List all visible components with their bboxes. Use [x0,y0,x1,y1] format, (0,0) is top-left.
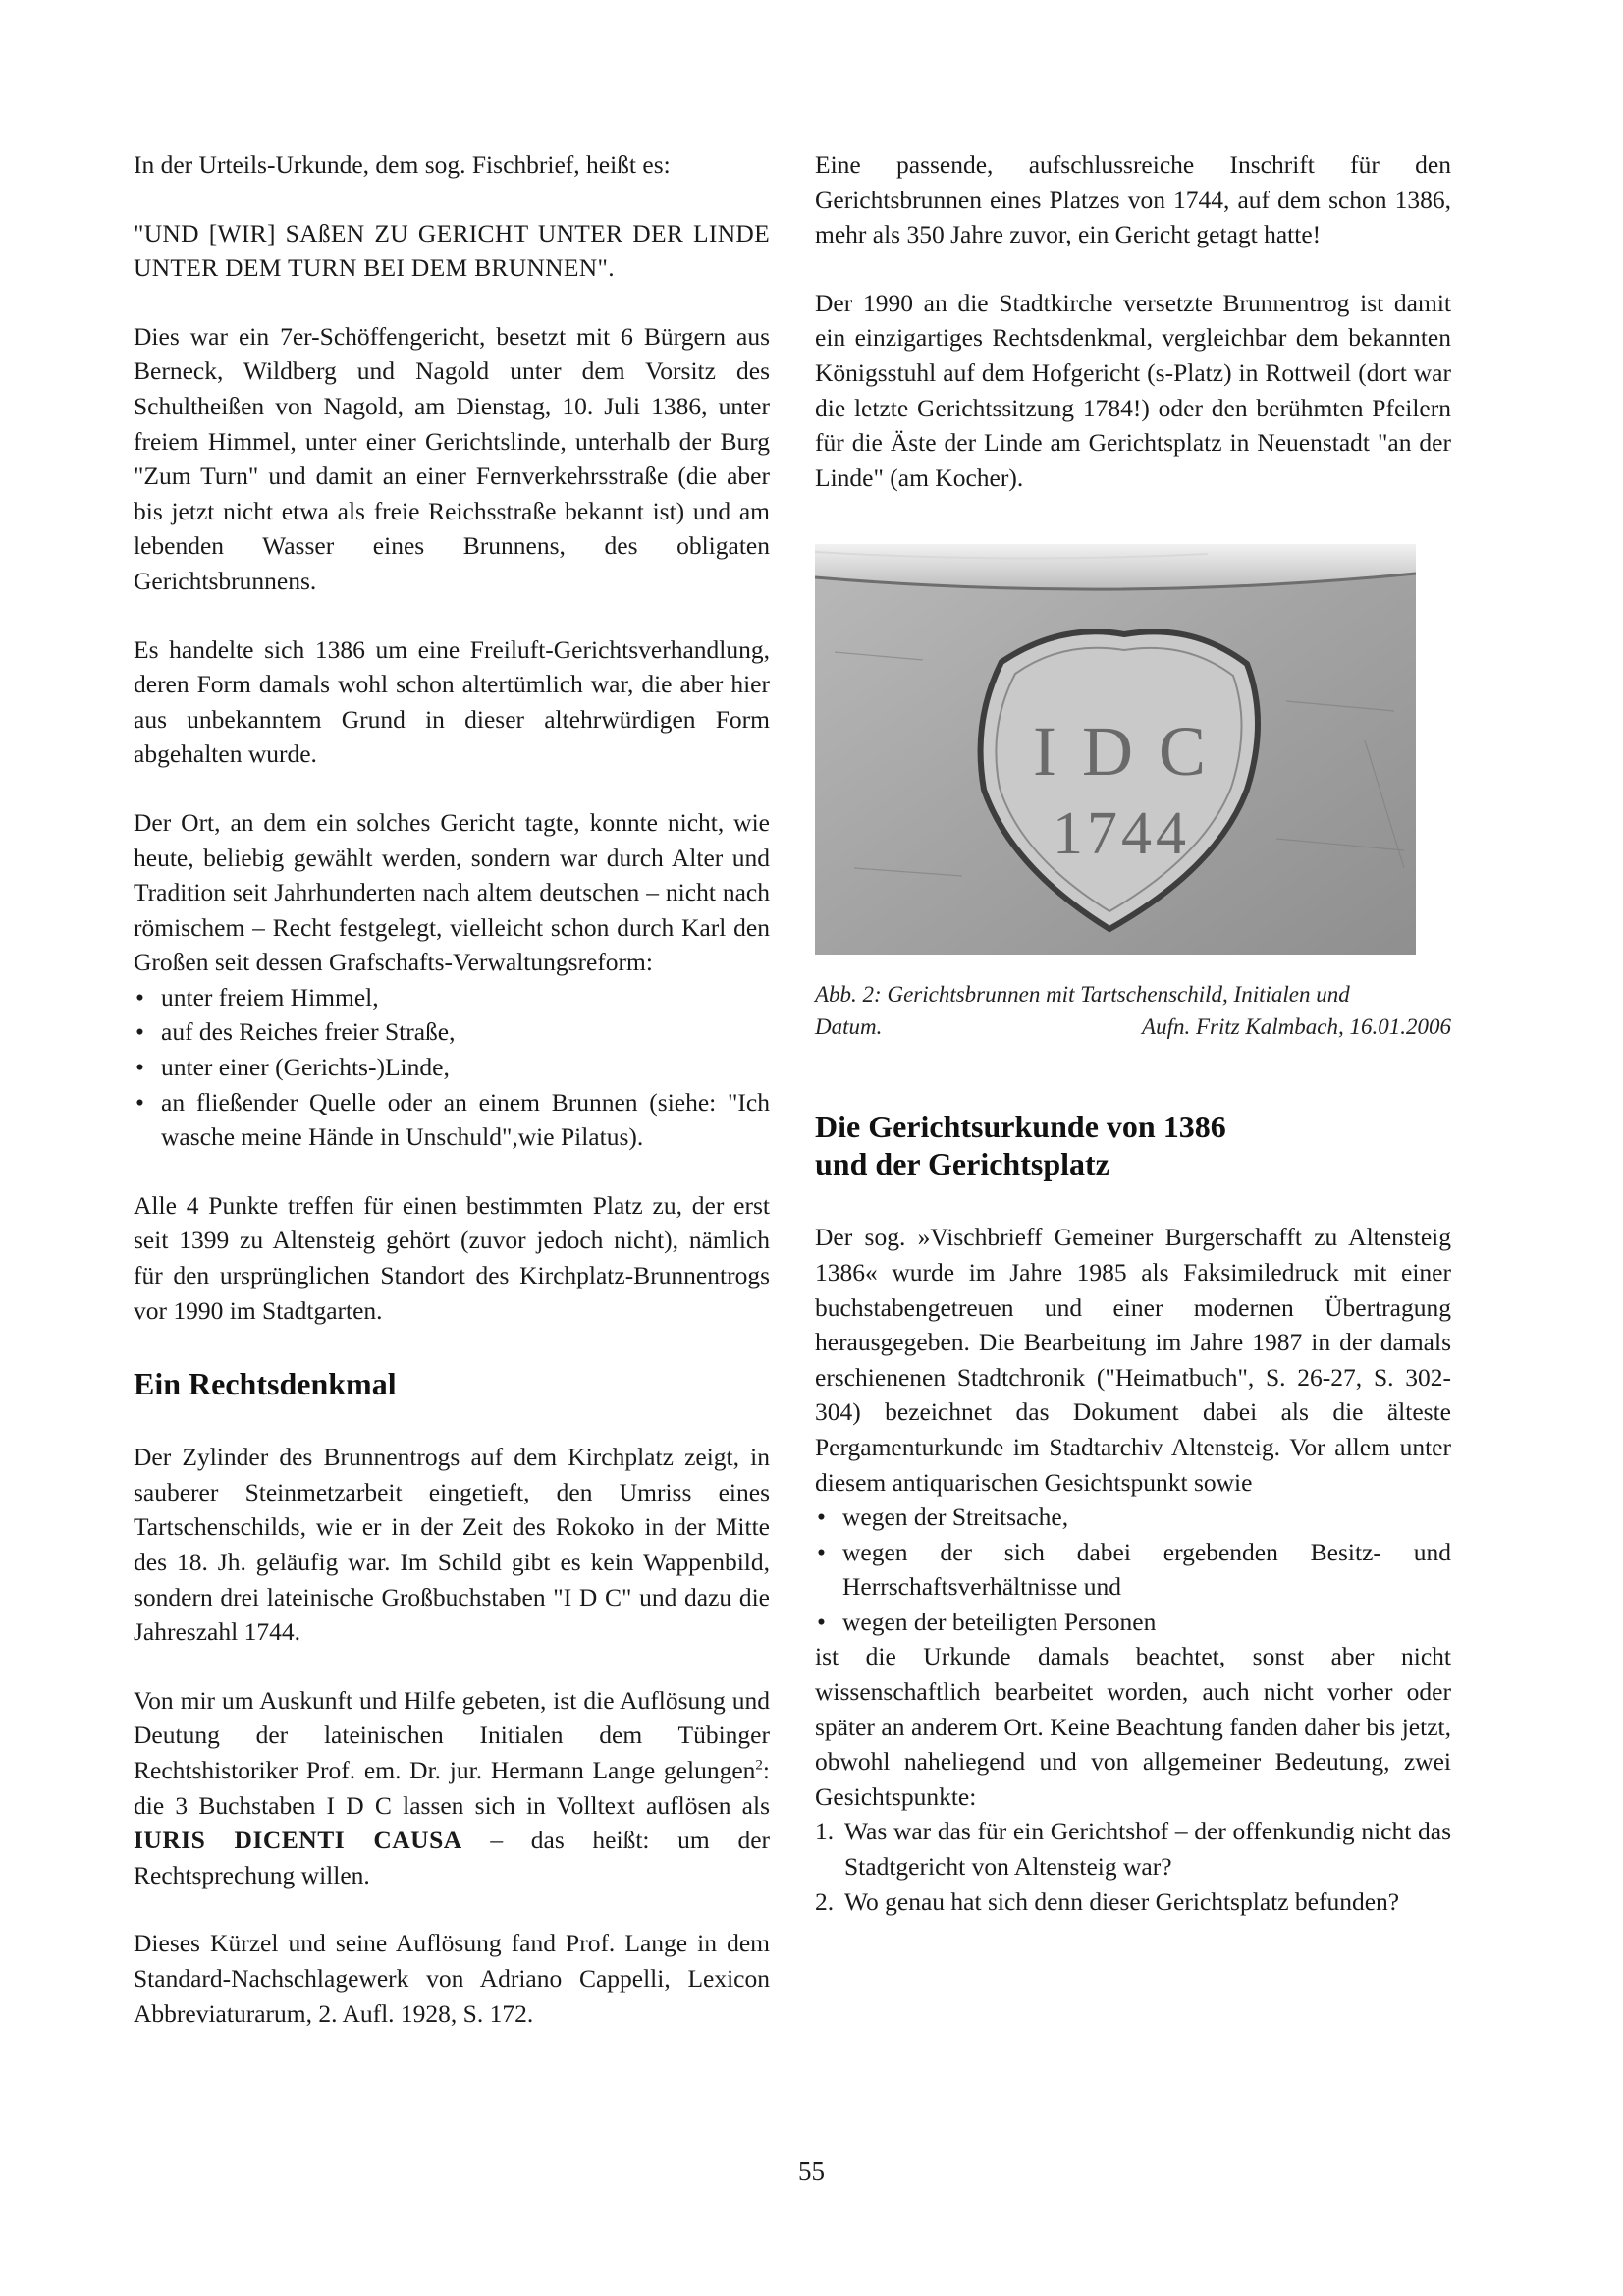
list-item [815,1885,1451,1920]
list-item: • unter freiem Himmel, [134,980,770,1015]
list-number: 1. [815,1817,835,1846]
photo-illustration [815,544,1416,955]
paragraph: Der Ort, an dem ein solches Gericht tagte, konnte nicht, wie heute, beliebig gewählt werden, sondern war durch Alter und Tradition seit Jahrhunderten nach altem deutschen – nicht nach römischem – Recht festgelegt, vielleicht schon durch Karl den Großen seit dessen Grafschafts-Verwaltungsreform: [134,807,770,977]
inscription-initials: I D C [1033,712,1210,792]
list-item: • auf des Reiches freier Straße, [134,1014,770,1050]
right-column [815,147,1451,1919]
quotation: "UND [WIR] SAßEN ZU GERICHT UNTER DER LINDE UNTER DEM TURN BEI DEM BRUNNEN". [134,218,770,283]
list-item [815,1814,1451,1884]
paragraph: Dieses Kürzel und seine Auflösung fand Prof. Lange in dem Standard-Nachschlagewerk von Adriano Cappelli, Lexicon Abbreviaturarum, 2. Aufl. 1928, S. 172. [134,1929,770,2028]
list-item: • unter einer (Gerichts-)Linde, [134,1050,770,1085]
list-text: Was war das für ein Gerichtshof – der offenkundig nicht das Stadtgericht von Altensteig war? [844,1817,1451,1882]
list-item: • wegen der Streitsache, [815,1500,1451,1535]
list-text: Wo genau hat sich denn dieser Gerichtsplatz befunden? [844,1886,1400,1916]
footnote-ref: 2 [755,1757,763,1774]
paragraph: Der 1990 an die Stadtkirche versetzte Brunnentrog ist damit ein einzigartiges Rechtsdenkmal, vergleichbar dem bekannten Königsstuhl auf dem Hofgericht (s-Platz) in Rottweil (dort war die letzte Gerichtssitzung 1784!) oder den berühmten Pfeilern für die Äste der Linde am Gerichtsplatz in Neuenstadt "an der Linde" (am Kocher). [815,288,1451,492]
photo-fountain-shield [815,544,1416,955]
numbered-list [815,1814,1451,1919]
left-column [134,147,770,2064]
figure-caption [815,978,1451,1043]
photo-credit: Aufn. Fritz Kalmbach, 16.01.2006 [1142,1014,1451,1040]
list-item: • wegen der beteiligten Personen [815,1605,1451,1640]
paragraph: Der Zylinder des Brunnentrogs auf dem Kirchplatz zeigt, in sauberer Steinmetzarbeit eingetieft, den Umriss eines Tartschenschilds, wie er in der Zeit des Rokoko in der Mitte des 18. Jh. geläufig war. Im Schild gibt es kein Wappenbild, sondern drei lateinische Großbuchstaben "I D C" und dazu die Jahreszahl 1744. [134,1443,770,1647]
caption-line [815,1011,1451,1043]
paragraph [134,1683,770,1893]
paragraph: Der sog. »Vischbrieff Gemeiner Burgerschafft zu Altensteig 1386« wurde im Jahre 1985 als Faksimiledruck mit einer buchstabengetreuen und einer modernen Übertragung herausgegeben. Die Bearbeitung im Jahre 1987 in der damals erschienenen Stadtchronik ("Heimatbuch", S. 26-27, S. 302-304) bezeichnet das Dokument dabei als die älteste Pergamenturkunde im Stadtarchiv Altensteig. Vor allem unter diesem antiquarischen Gesichtspunkt sowie [815,1223,1451,1497]
latin-term: IURIS DICENTI CAUSA [134,1826,462,1855]
paragraph: Alle 4 Punkte treffen für einen bestimmten Platz zu, der erst seit 1399 zu Altensteig gehört (zuvor jedoch nicht), nämlich für den ursprünglichen Standort des Kirchplatz-Brunnentrogs vor 1990 im Stadtgarten. [134,1190,770,1325]
list-item: • an fließender Quelle oder an einem Brunnen (siehe: "Ich wasche meine Hände in Unschuld",wie Pilatus). [134,1085,770,1155]
inscription-year: 1744 [1053,800,1190,868]
list-item: • wegen der sich dabei ergebenden Besitz- und Herrschaftsverhältnisse und [815,1535,1451,1605]
caption-line: Abb. 2: Gerichtsbrunnen mit Tartschenschild, Initialen und [815,982,1350,1008]
section-heading: Ein Rechtsdenkmal [134,1366,397,1402]
paragraph: ist die Urkunde damals beachtet, sonst aber nicht wissenschaftlich bearbeitet worden, auch nicht vorher oder später an anderem Ort. Keine Beachtung fanden daher bis jetzt, obwohl naheliegend und von allgemeiner Bedeutung, zwei Gesichtspunkte: [815,1642,1451,1811]
bullet-list [815,1500,1451,1639]
bullet-list [134,980,770,1155]
paragraph: Es handelte sich 1386 um eine Freiluft-Gerichtsverhandlung, deren Form damals wohl schon altertümlich war, die aber hier aus unbekanntem Grund in dieser altehrwürdigen Form abgehalten wurde. [134,634,770,769]
text: – das heißt: um der Rechtsprechung willen. [134,1826,771,1889]
paragraph: In der Urteils-Urkunde, dem sog. Fischbrief, heißt es: [134,150,671,179]
section-heading: Die Gerichtsurkunde von 1386 und der Gerichtsplatz [815,1109,1226,1182]
text: : die 3 Buchstaben I D C lassen sich in Volltext auflösen als [134,1755,770,1820]
paragraph: Dies war ein 7er-Schöffengericht, besetzt mit 6 Bürgern aus Berneck, Wildberg und Nagold unter dem Vorsitz des Schultheißen von Nagold, am Dienstag, 10. Juli 1386, unter freiem Himmel, unter einer Gerichtslinde, unterhalb der Burg "Zum Turn" und damit an einer Fernverkehrsstraße (die aber bis jetzt nicht etwa als freie Reichsstraße bekannt ist) und am lebenden Wasser eines Brunnens, des obligaten Gerichtsbrunnens. [134,321,770,595]
paragraph: Eine passende, aufschlussreiche Inschrift für den Gerichtsbrunnen eines Platzes von 1744, auf dem schon 1386, mehr als 350 Jahre zuvor, ein Gericht getagt hatte! [815,150,1451,249]
page-number: 55 [798,2157,825,2186]
text: Von mir um Auskunft und Hilfe gebeten, ist die Auflösung und Deutung der lateinischen Initialen dem Tübinger Rechtshistoriker Prof. em. Dr. jur. Hermann Lange gelungen [134,1685,770,1784]
list-number: 2. [815,1886,835,1916]
caption-text: Datum. [815,1014,883,1040]
